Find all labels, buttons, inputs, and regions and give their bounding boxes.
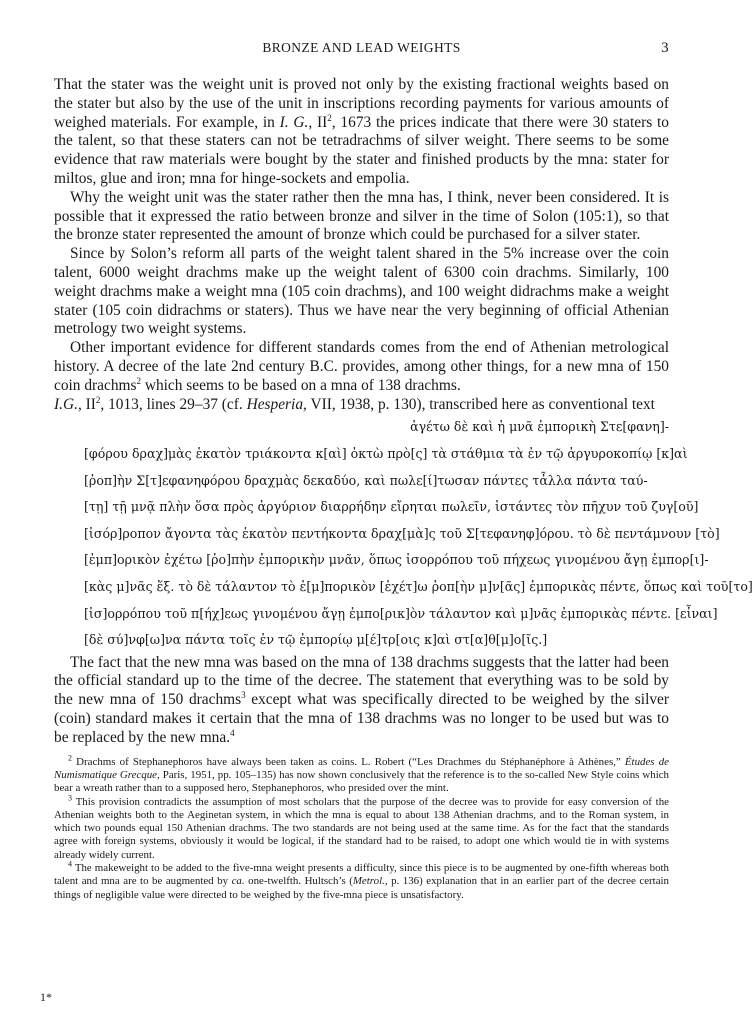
running-header xyxy=(54,40,669,62)
paragraph-1: That the stater was the weight unit is proved not only by the existing fractional weights based on the stater but also by the use of the unit in inscriptions recording payments for various amounts of weighed materials. For example, in I. G., $II^2$, 1673 the prices indicate that there were 30 staters to the talent, so that these staters can not be tetradrachms of silver weight. There seems to be some evidence that raw materials were bought by the stater and finished products by the mna: stater for miltos, glue and iron; mna for hinge-sockets and empolia. xyxy=(54,76,669,187)
inscription-line: ἀγέτω δὲ καὶ ἡ μνᾶ ἐμπορικὴ Στε[φανη]- xyxy=(410,419,669,435)
footnote-ref-4[interactable]: 4 xyxy=(230,727,235,738)
footnotes xyxy=(54,753,669,902)
main-text xyxy=(54,76,753,748)
footnote-2: $^2$ Drachms of Stephanephoros have always been taken as coins. L. Robert (“Les Drachmes du Stéphanéphore à Athènes,” Études de Numismatique Grecque, Paris, 1951, pp. 105–135) has now shown conclusively that the reference is to the so-called New Style coins which bear a wreath rather than to a supposed hero, Stephanephoros, who presided over the mint. xyxy=(54,753,669,795)
paragraph-4: Other important evidence for different standards comes from the end of Athenian metrological history. A decree of the late 2nd century B.C. provides, among other things, for a new mna of 150 coin drachms$^2$ which seems to be based on a mna of 138 drachms. xyxy=(54,339,669,394)
inscription-line: [δὲ σύ]νφ[ω]να πάντα τοῖς ἐν τῷ ἐμπορίῳ μ[έ]τρ[οις κ]αὶ στ[α]θ[μ]ο[ῖς.] xyxy=(84,632,548,648)
paragraph-3: Since by Solon’s reform all parts of the weight talent shared in the 5% increase over the coin talent, 6000 weight drachms make up the weight talent of 6300 coin drachms. Similarly, 100 weight drachms make a weight mna (105 coin drachms), and 100 weight didrachms make a weight stater (105 coin didrachms or staters). Thus we have near the very beginning of official Athenian metrology two weight systems. xyxy=(54,245,669,338)
citation: I.G., $II^2$, 1013, lines 29–37 (cf. Hesperia, VII, 1938, p. 130), transcribed here as conventional text xyxy=(54,394,655,413)
inscription-line: [φόρου δραχ]μὰς ἑκατὸν τριάκοντα κ[αὶ] ὀκτὼ πρὸ[ς] τὰ στάθμια τὰ ἐν τῷ ἀργυροκοπίῳ [κ]αὶ xyxy=(84,445,688,461)
inscription-line: [τῃ] τῇ μνᾷ πλὴν ὅσα πρὸς ἀργύριον διαρρήδην εἴρηται πωλεῖν, ἱστάντες τὸν πῆχυν τοῦ ζυγ[οῦ] xyxy=(84,499,699,515)
page-number: 3 xyxy=(661,40,669,56)
footnote-ref-2[interactable]: 2 xyxy=(136,375,141,386)
paragraph-2: Why the weight unit was the stater rather then the mna has, I think, never been considered. It is possible that it expressed the ratio between bronze and silver in the time of Solon (105:1), so that the bronze stater represented the amount of bronze which could be purchased for a silver stater. xyxy=(54,188,669,244)
inscription-line: [ἐμπ]ορικὸν ἐχέτω [ῥο]πὴν ἐμπορικὴν μνᾶν, ὅπως ἰσορρόπου τοῦ πήχεως γινομένου ἄγῃ ἐμπορ[ι]- xyxy=(84,552,709,568)
footnote-3: $^3$ This provision contradicts the assumption of most scholars that the purpose of the decree was to provide for easy conversion of the Athenian weights both to the Aeginetan system, in which the mna is equal to about 138 Athenian drachms, and to the Roman system, in which two pounds equal 150 Athenian drachms. The two standards are not being used at the same time. As for the fact that the standards agree with foreign systems, obviously it would be logical, if the standard had to be raised, to adopt one which would tie in with systems already widely current. xyxy=(54,792,669,861)
footnote-4: $^4$ The makeweight to be added to the five-mna weight presents a difficulty, since this piece is to be augmented by one-fifth whereas both talent and mna are to be augmented by ca. one-twelfth. Hultsch’s (Metrol., p. 136) explanation that in an earlier part of the decree certain things of negligible value were directed to be weighed by the five-mna piece is unsatisfactory. xyxy=(54,859,669,901)
inscription-line: [κὰς μ]νᾶς ἕξ. τὸ δὲ τάλαντον τὸ ἐ[μ]πορικὸν [ἐχέτ]ω ῥοπ[ὴν μ]ν[ᾶς] ἐμπορικὰς πέντε, ὅπως καὶ τοῦ[το] xyxy=(84,578,753,594)
page xyxy=(54,40,753,902)
reference-ig: I. G. xyxy=(279,113,309,131)
greek-inscription xyxy=(84,414,753,653)
running-title: BRONZE AND LEAD WEIGHTS xyxy=(262,40,461,55)
journal-title: Hesperia xyxy=(246,395,304,413)
footnote-ref-3[interactable]: 3 xyxy=(241,690,246,701)
signature-mark: 1* xyxy=(40,990,52,1004)
inscription-line: [ἰσ]ορρόπου τοῦ π[ήχ]εως γινομένου ἄγῃ ἐμπο[ρικ]ὸν τάλαντον καὶ μ]νᾶς ἐμπορικὰς πέντε. [εἶναι] xyxy=(84,605,718,621)
inscription-line: [ἰσόρ]ροπον ἄγοντα τὰς ἑκατὸν πεντήκοντα δραχ[μὰ]ς τοῦ Σ[τεφανηφ]όρου. τὸ δὲ πεντάμνουν [τὸ] xyxy=(84,525,720,541)
paragraph-5: The fact that the new mna was based on the mna of 138 drachms suggests that the latter had been the official standard up to the time of the decree. The statement that everything was to be sold by the new mna of 150 drachms$^3$ except what was specifically directed to be weighed by the silver (coin) standard makes it certain that the mna of 138 drachms was no longer to be used but was to be replaced by the new mna.$^4$ xyxy=(54,653,669,746)
inscription-line: [ῥοπ]ὴν Σ[τ]εφανηφόρου δραχμὰς δεκαδύο, καὶ πωλε[ί]τωσαν πάντες τἆλλα πάντα ταύ- xyxy=(84,472,648,488)
